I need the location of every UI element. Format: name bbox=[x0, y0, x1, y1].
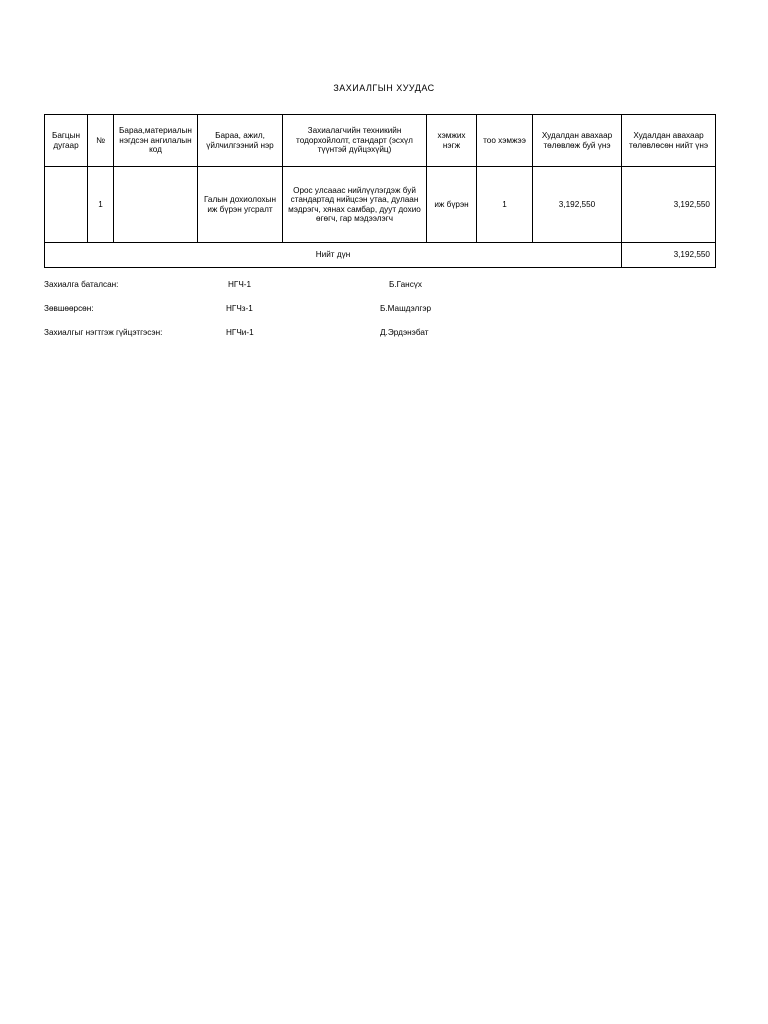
cell-total-price: 3,192,550 bbox=[622, 167, 716, 243]
order-table bbox=[44, 114, 716, 268]
signature-code-agreed: НГЧз-1 bbox=[226, 304, 253, 313]
table-row bbox=[45, 167, 716, 243]
header-specification: Захиалагчийн техникийн тодорхойлолт, стандарт (эсхүл түүнтэй дүйцэхүйц) bbox=[283, 115, 427, 167]
table-header-row bbox=[45, 115, 716, 167]
signature-name-compiled: Д.Эрдэнэбат bbox=[380, 328, 429, 337]
cell-specification: Орос улсааас нийлүүлэгдэж буй стандартад нийцсэн утаа, дулаан мэдрэгч, хянах самбар, дуут дохио өгөгч, гар мэдээлэгч bbox=[283, 167, 427, 243]
header-classification-code: Бараа,материалын нэгдсэн ангилалын код bbox=[114, 115, 198, 167]
signature-role-compiled: Захиалгыг нэгтгэж гүйцэтгэсэн: bbox=[44, 328, 163, 337]
header-number: № bbox=[88, 115, 114, 167]
header-total-price: Худалдан авахаар төлөвлөсөн нийт үнэ bbox=[622, 115, 716, 167]
total-label: Нийт дүн bbox=[45, 243, 622, 268]
cell-quantity: 1 bbox=[477, 167, 533, 243]
signature-role-approved: Захиалга баталсан: bbox=[44, 280, 119, 289]
total-row bbox=[45, 243, 716, 268]
document-title: ЗАХИАЛГЫН ХУУДАС bbox=[333, 83, 435, 93]
cell-package-number bbox=[45, 167, 88, 243]
signature-code-approved: НГЧ-1 bbox=[228, 280, 252, 289]
header-unit: хэмжих нэгж bbox=[427, 115, 477, 167]
cell-classification-code bbox=[114, 167, 198, 243]
signature-name-approved: Б.Гансүх bbox=[389, 280, 422, 289]
header-unit-price: Худалдан авахаар төлөвлөж буй үнэ bbox=[533, 115, 622, 167]
cell-unit: иж бүрэн bbox=[427, 167, 477, 243]
cell-unit-price: 3,192,550 bbox=[533, 167, 622, 243]
header-quantity: тоо хэмжээ bbox=[477, 115, 533, 167]
cell-item-name: Галын дохиолохын иж бүрэн угсралт bbox=[198, 167, 283, 243]
header-package-number: Багцын дугаар bbox=[45, 115, 88, 167]
signature-role-agreed: Зөвшөөрсөн: bbox=[44, 304, 94, 313]
signature-code-compiled: НГЧи-1 bbox=[226, 328, 254, 337]
header-item-name: Бараа, ажил, үйлчилгээний нэр bbox=[198, 115, 283, 167]
cell-number: 1 bbox=[88, 167, 114, 243]
total-value: 3,192,550 bbox=[622, 243, 716, 268]
signature-name-agreed: Б.Машдэлгэр bbox=[380, 304, 432, 313]
